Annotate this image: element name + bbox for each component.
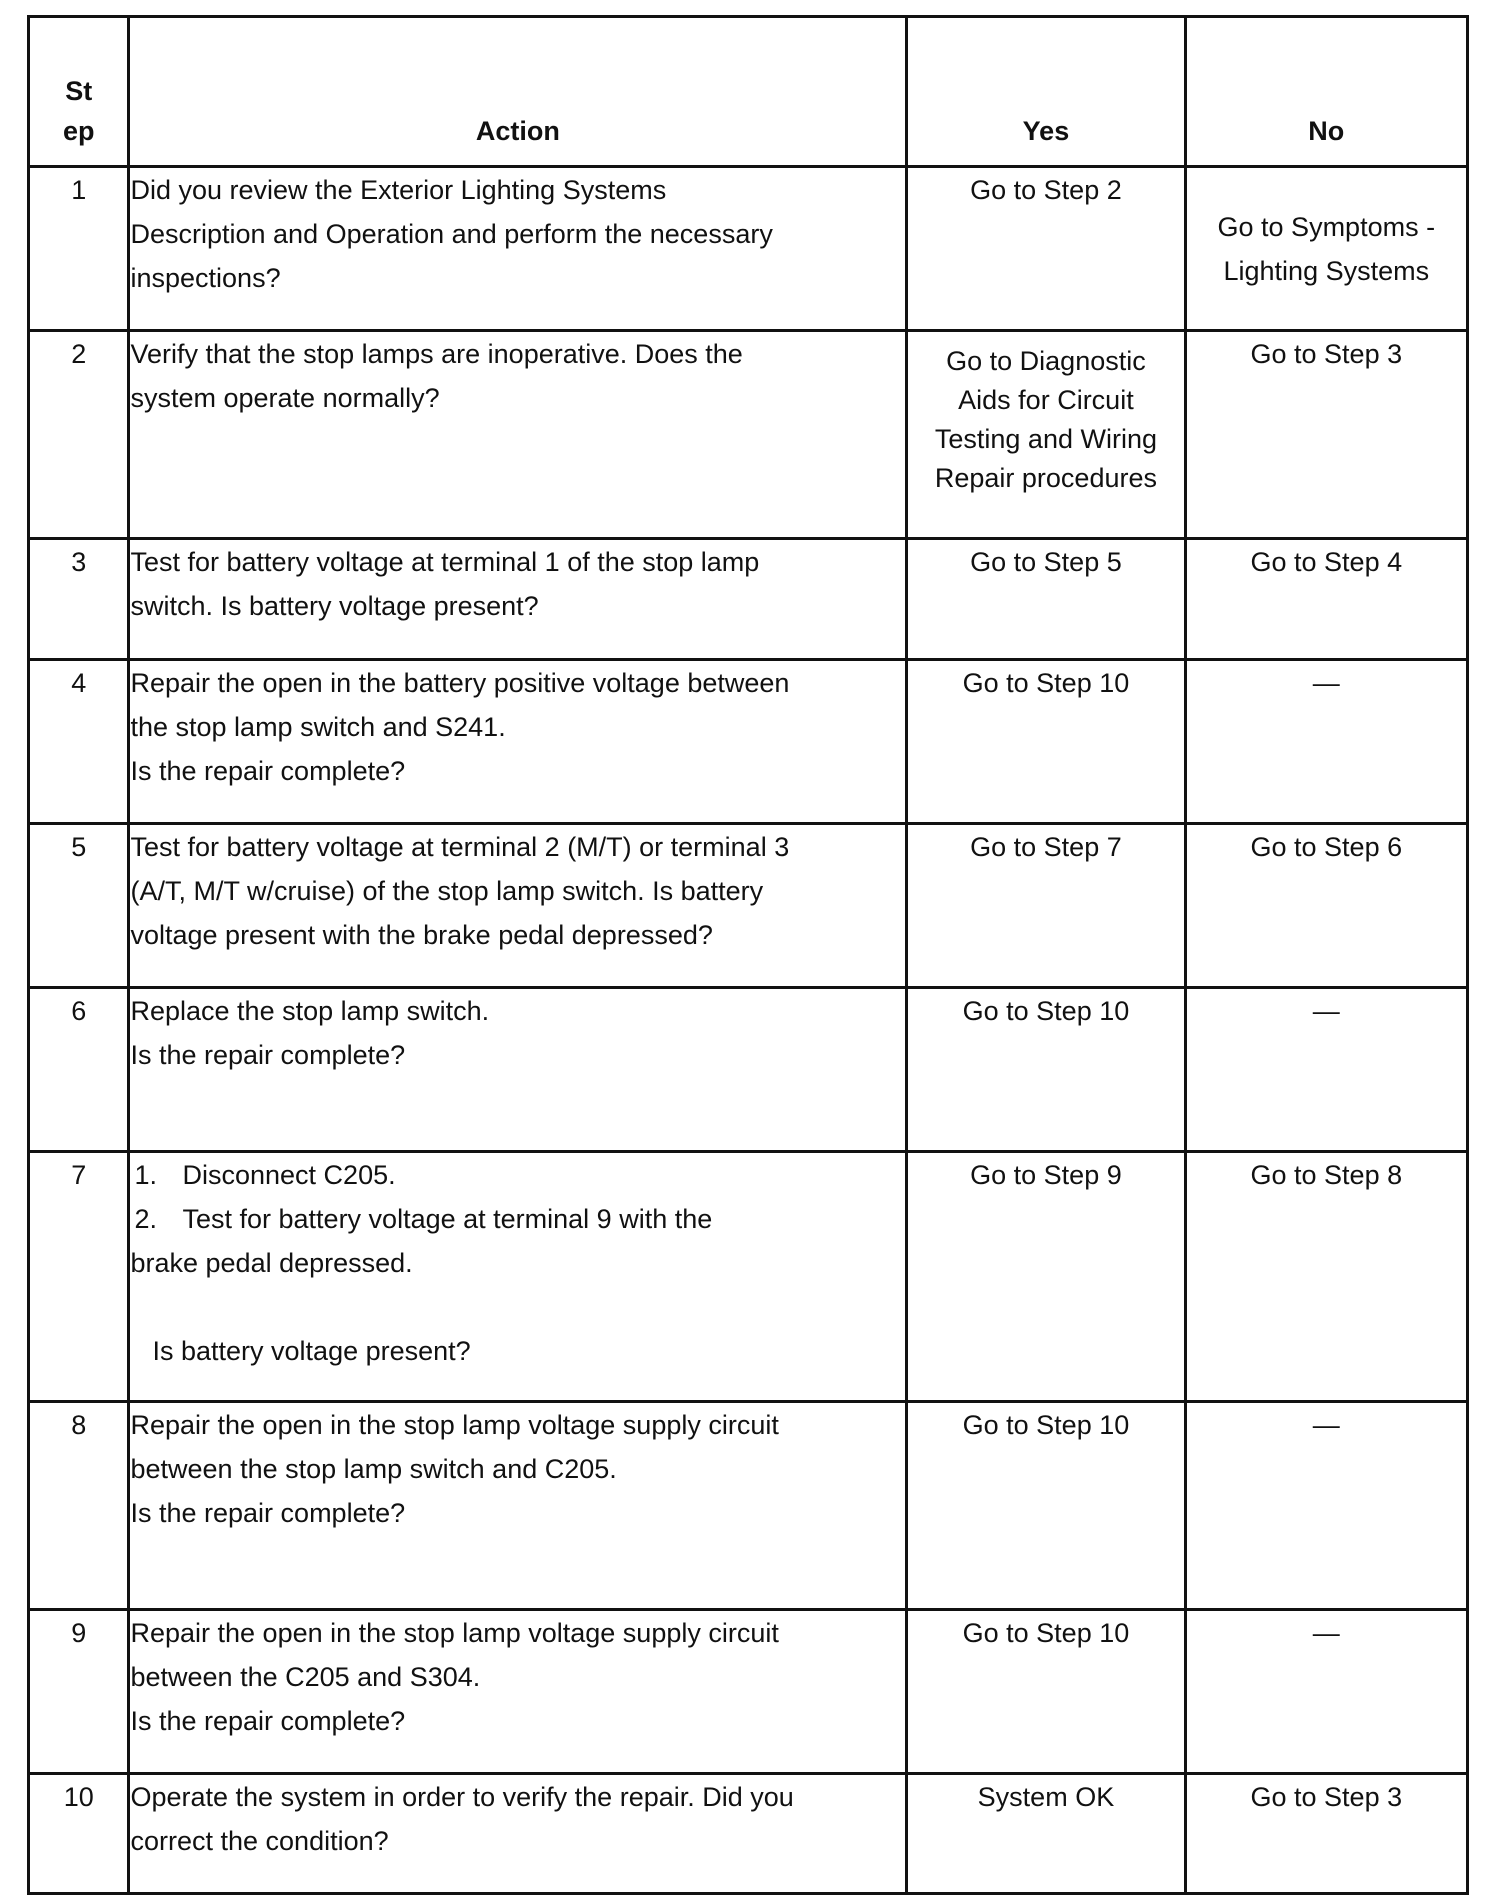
no-cell: — bbox=[1185, 1402, 1467, 1610]
no-cell: Go to Step 8 bbox=[1185, 1152, 1467, 1402]
action-line: Test for battery voltage at terminal 2 (M/T) or terminal 3 bbox=[130, 832, 790, 862]
action-line: Repair the open in the stop lamp voltage supply circuit bbox=[130, 1410, 779, 1440]
action-line: between the C205 and S304. bbox=[130, 1662, 481, 1692]
table-row bbox=[29, 331, 1468, 539]
step-number: 10 bbox=[29, 1774, 129, 1894]
no-cell: Go to Step 3 bbox=[1185, 1774, 1467, 1894]
action-line: system operate normally? bbox=[130, 383, 440, 413]
no-cell: — bbox=[1185, 1610, 1467, 1774]
yes-line: Testing and Wiring bbox=[934, 424, 1157, 454]
header-yes: Yes bbox=[907, 17, 1185, 167]
list-number: 1. bbox=[134, 1160, 158, 1190]
action-list-item bbox=[130, 1197, 905, 1241]
header-no: No bbox=[1185, 17, 1467, 167]
action-cell bbox=[129, 988, 907, 1152]
yes-cell: System OK bbox=[907, 1774, 1185, 1894]
action-cell bbox=[129, 539, 907, 660]
action-line: between the stop lamp switch and C205. bbox=[130, 1454, 617, 1484]
action-line: correct the condition? bbox=[130, 1826, 389, 1856]
header-action: Action bbox=[129, 17, 907, 167]
no-line: Lighting Systems bbox=[1223, 255, 1430, 286]
action-line: (A/T, M/T w/cruise) of the stop lamp switch. Is battery bbox=[130, 876, 764, 906]
action-line: Operate the system in order to verify the repair. Did you bbox=[130, 1782, 794, 1812]
action-cell bbox=[129, 1610, 907, 1774]
yes-cell: Go to Step 10 bbox=[907, 1402, 1185, 1610]
list-text: Test for battery voltage at terminal 9 with the bbox=[182, 1204, 713, 1234]
action-cell bbox=[129, 331, 907, 539]
step-number: 5 bbox=[29, 824, 129, 988]
table-row bbox=[29, 1152, 1468, 1402]
step-number: 3 bbox=[29, 539, 129, 660]
spacer bbox=[130, 1285, 905, 1329]
header-row bbox=[29, 17, 1468, 167]
action-line: the stop lamp switch and S241. bbox=[130, 712, 506, 742]
step-number: 1 bbox=[29, 167, 129, 331]
yes-cell: Go to Step 10 bbox=[907, 1610, 1185, 1774]
action-line: Is the repair complete? bbox=[130, 1040, 406, 1070]
header-step-line2: ep bbox=[62, 116, 95, 146]
action-cell bbox=[129, 824, 907, 988]
list-number: 2. bbox=[134, 1204, 158, 1234]
yes-line: Go to Diagnostic bbox=[946, 346, 1146, 376]
action-line: Replace the stop lamp switch. bbox=[130, 996, 490, 1026]
table-row bbox=[29, 1774, 1468, 1894]
yes-cell: Go to Step 2 bbox=[907, 167, 1185, 331]
no-line: Go to Symptoms - bbox=[1217, 211, 1436, 242]
table-row bbox=[29, 660, 1468, 824]
table-row bbox=[29, 167, 1468, 331]
action-cell bbox=[129, 1152, 907, 1402]
no-cell: — bbox=[1185, 660, 1467, 824]
action-list-item bbox=[130, 1153, 905, 1197]
diagnostic-table bbox=[27, 15, 1469, 1895]
action-line: inspections? bbox=[130, 263, 281, 293]
table-row bbox=[29, 1610, 1468, 1774]
no-cell bbox=[1185, 167, 1467, 331]
action-line: Repair the open in the stop lamp voltage supply circuit bbox=[130, 1618, 779, 1648]
yes-cell: Go to Step 5 bbox=[907, 539, 1185, 660]
action-cell bbox=[129, 167, 907, 331]
action-line: brake pedal depressed. bbox=[130, 1248, 413, 1278]
step-number: 4 bbox=[29, 660, 129, 824]
action-line: Is the repair complete? bbox=[130, 756, 406, 786]
action-cell bbox=[129, 1774, 907, 1894]
action-line: switch. Is battery voltage present? bbox=[130, 591, 539, 621]
no-cell: Go to Step 4 bbox=[1185, 539, 1467, 660]
table-row bbox=[29, 988, 1468, 1152]
action-cell bbox=[129, 1402, 907, 1610]
table-row bbox=[29, 824, 1468, 988]
yes-cell: Go to Step 7 bbox=[907, 824, 1185, 988]
action-cell bbox=[129, 660, 907, 824]
table-row bbox=[29, 1402, 1468, 1610]
step-number: 8 bbox=[29, 1402, 129, 1610]
header-step bbox=[29, 17, 129, 167]
action-line: Did you review the Exterior Lighting Systems bbox=[130, 175, 667, 205]
action-line: Is the repair complete? bbox=[130, 1706, 406, 1736]
yes-cell: Go to Step 10 bbox=[907, 660, 1185, 824]
action-line: voltage present with the brake pedal depressed? bbox=[130, 920, 713, 950]
yes-line: Aids for Circuit bbox=[958, 385, 1134, 415]
no-cell: — bbox=[1185, 988, 1467, 1152]
table-row bbox=[29, 539, 1468, 660]
yes-line: Repair procedures bbox=[934, 463, 1157, 493]
header-step-line1: St bbox=[65, 76, 93, 106]
step-number: 9 bbox=[29, 1610, 129, 1774]
yes-cell bbox=[907, 331, 1185, 539]
action-line: Test for battery voltage at terminal 1 of the stop lamp bbox=[130, 547, 760, 577]
step-number: 7 bbox=[29, 1152, 129, 1402]
yes-cell: Go to Step 10 bbox=[907, 988, 1185, 1152]
step-number: 6 bbox=[29, 988, 129, 1152]
action-line: Description and Operation and perform the necessary bbox=[130, 219, 773, 249]
list-text: Disconnect C205. bbox=[182, 1160, 396, 1190]
step-number: 2 bbox=[29, 331, 129, 539]
yes-cell: Go to Step 9 bbox=[907, 1152, 1185, 1402]
action-line: Verify that the stop lamps are inoperative. Does the bbox=[130, 339, 743, 369]
no-cell: Go to Step 3 bbox=[1185, 331, 1467, 539]
action-question: Is battery voltage present? bbox=[152, 1336, 471, 1366]
no-cell: Go to Step 6 bbox=[1185, 824, 1467, 988]
action-line: Is the repair complete? bbox=[130, 1498, 406, 1528]
action-line: Repair the open in the battery positive voltage between bbox=[130, 668, 790, 698]
